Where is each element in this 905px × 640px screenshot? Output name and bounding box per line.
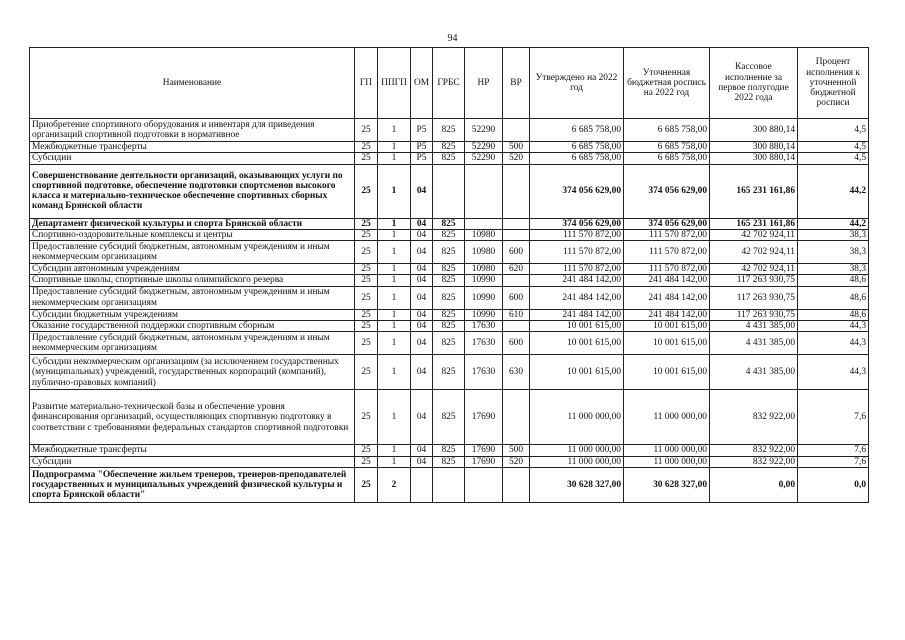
header-grbs: ГРБС bbox=[433, 48, 465, 119]
header-ppgp: ППГП bbox=[378, 48, 411, 119]
cell-approved: 111 570 872,00 bbox=[530, 229, 624, 240]
page-number: 94 bbox=[447, 33, 458, 44]
cell-name: Субсидии bbox=[30, 153, 355, 164]
cell-name: Подпрограмма "Обеспечение жильем тренеров, тренеров-преподавателей государственных и муниципальных учреждений физической культуры и спорта Брянской области" bbox=[30, 467, 355, 502]
cell-cash: 300 880,14 bbox=[710, 119, 798, 142]
cell-approved: 30 628 327,00 bbox=[530, 467, 624, 502]
cell-grbs: 825 bbox=[433, 241, 465, 264]
cell-grbs bbox=[433, 467, 465, 502]
cell-om: 04 bbox=[411, 286, 433, 309]
cell-refined: 10 001 615,00 bbox=[624, 321, 710, 332]
cell-name: Спортивные школы, спортивные школы олимпийского резерва bbox=[30, 275, 355, 286]
cell-approved: 10 001 615,00 bbox=[530, 332, 624, 355]
header-name: Наименование bbox=[30, 48, 355, 119]
table-row bbox=[30, 119, 869, 142]
cell-approved: 241 484 142,00 bbox=[530, 286, 624, 309]
cell-cash: 832 922,00 bbox=[710, 456, 798, 467]
cell-vr: 520 bbox=[503, 456, 530, 467]
cell-refined: 30 628 327,00 bbox=[624, 467, 710, 502]
table-header bbox=[30, 48, 869, 119]
cell-gp: 25 bbox=[355, 332, 378, 355]
table-row bbox=[30, 164, 869, 218]
table-row bbox=[30, 142, 869, 153]
header-om: ОМ bbox=[411, 48, 433, 119]
cell-np: 17690 bbox=[465, 445, 503, 456]
cell-np bbox=[465, 164, 503, 218]
cell-om: 04 bbox=[411, 164, 433, 218]
cell-grbs: 825 bbox=[433, 218, 465, 229]
cell-np: 10980 bbox=[465, 264, 503, 275]
cell-gp: 25 bbox=[355, 218, 378, 229]
cell-np: 17630 bbox=[465, 355, 503, 390]
budget-execution-table bbox=[29, 47, 869, 503]
cell-vr bbox=[503, 218, 530, 229]
cell-name: Развитие материально-технической базы и обеспечение уровня финансирования организаций, осуществляющих спортивную подготовку в соответствии с требованиями федеральных стандартов спортивной подготовки bbox=[30, 390, 355, 445]
cell-ppgp: 1 bbox=[378, 275, 411, 286]
cell-vr: 500 bbox=[503, 142, 530, 153]
cell-grbs: 825 bbox=[433, 286, 465, 309]
cell-om: 04 bbox=[411, 218, 433, 229]
cell-percent: 4,5 bbox=[798, 153, 869, 164]
header-vr: ВР bbox=[503, 48, 530, 119]
cell-gp: 25 bbox=[355, 119, 378, 142]
cell-ppgp: 1 bbox=[378, 309, 411, 320]
cell-ppgp: 1 bbox=[378, 390, 411, 445]
cell-gp: 25 bbox=[355, 309, 378, 320]
cell-refined: 374 056 629,00 bbox=[624, 164, 710, 218]
cell-gp: 25 bbox=[355, 286, 378, 309]
cell-ppgp: 1 bbox=[378, 142, 411, 153]
cell-grbs: 825 bbox=[433, 445, 465, 456]
cell-vr: 610 bbox=[503, 309, 530, 320]
cell-vr bbox=[503, 164, 530, 218]
cell-percent: 44,2 bbox=[798, 218, 869, 229]
header-percent: Процент исполнения к уточненной бюджетной росписи bbox=[798, 48, 869, 119]
cell-grbs: 825 bbox=[433, 321, 465, 332]
cell-vr: 620 bbox=[503, 264, 530, 275]
cell-vr: 600 bbox=[503, 286, 530, 309]
cell-refined: 241 484 142,00 bbox=[624, 286, 710, 309]
cell-cash: 4 431 385,00 bbox=[710, 332, 798, 355]
cell-vr: 500 bbox=[503, 445, 530, 456]
cell-ppgp: 1 bbox=[378, 456, 411, 467]
cell-percent: 4,5 bbox=[798, 142, 869, 153]
cell-name: Субсидии некоммерческим организациям (за исключением государственных (муниципальных) учреждений, государственных корпораций (компаний), публично-правовых компаний) bbox=[30, 355, 355, 390]
cell-grbs: 825 bbox=[433, 275, 465, 286]
cell-np: 10980 bbox=[465, 229, 503, 240]
cell-name: Совершенствование деятельности организаций, оказывающих услуги по спортивной подготовке, обеспечение подготовки спортсменов высокого класса и материально-техническое обеспечение спортивных сборных команд Брянской области bbox=[30, 164, 355, 218]
cell-ppgp: 1 bbox=[378, 229, 411, 240]
table-row bbox=[30, 241, 869, 264]
header-approved: Утверждено на 2022 год bbox=[530, 48, 624, 119]
cell-approved: 6 685 758,00 bbox=[530, 142, 624, 153]
cell-percent: 38,3 bbox=[798, 229, 869, 240]
cell-np: 10990 bbox=[465, 286, 503, 309]
cell-gp: 25 bbox=[355, 456, 378, 467]
cell-name: Субсидии автономным учреждениям bbox=[30, 264, 355, 275]
table-row bbox=[30, 445, 869, 456]
cell-gp: 25 bbox=[355, 164, 378, 218]
cell-ppgp: 1 bbox=[378, 286, 411, 309]
cell-name: Предоставление субсидий бюджетным, автономным учреждениям и иным некоммерческим организациям bbox=[30, 241, 355, 264]
cell-ppgp: 1 bbox=[378, 332, 411, 355]
cell-approved: 6 685 758,00 bbox=[530, 119, 624, 142]
cell-ppgp: 1 bbox=[378, 241, 411, 264]
table-body bbox=[30, 119, 869, 503]
cell-ppgp: 1 bbox=[378, 355, 411, 390]
cell-vr bbox=[503, 119, 530, 142]
cell-grbs: 825 bbox=[433, 456, 465, 467]
cell-cash: 300 880,14 bbox=[710, 153, 798, 164]
cell-ppgp: 1 bbox=[378, 164, 411, 218]
cell-refined: 6 685 758,00 bbox=[624, 153, 710, 164]
cell-cash: 117 263 930,75 bbox=[710, 309, 798, 320]
cell-grbs: 825 bbox=[433, 142, 465, 153]
cell-vr: 600 bbox=[503, 241, 530, 264]
cell-gp: 25 bbox=[355, 321, 378, 332]
cell-om bbox=[411, 467, 433, 502]
cell-percent: 38,3 bbox=[798, 264, 869, 275]
cell-om: P5 bbox=[411, 153, 433, 164]
cell-gp: 25 bbox=[355, 355, 378, 390]
cell-om: 04 bbox=[411, 332, 433, 355]
cell-approved: 111 570 872,00 bbox=[530, 241, 624, 264]
cell-gp: 25 bbox=[355, 467, 378, 502]
cell-vr bbox=[503, 467, 530, 502]
cell-name: Департамент физической культуры и спорта Брянской области bbox=[30, 218, 355, 229]
table-row bbox=[30, 332, 869, 355]
header-np: НР bbox=[465, 48, 503, 119]
cell-name: Межбюджетные трансферты bbox=[30, 142, 355, 153]
table-row bbox=[30, 218, 869, 229]
cell-vr bbox=[503, 229, 530, 240]
cell-name: Приобретение спортивного оборудования и инвентаря для приведения организаций спортивной подготовки в нормативное bbox=[30, 119, 355, 142]
cell-approved: 11 000 000,00 bbox=[530, 390, 624, 445]
cell-grbs: 825 bbox=[433, 355, 465, 390]
cell-gp: 25 bbox=[355, 241, 378, 264]
cell-refined: 11 000 000,00 bbox=[624, 456, 710, 467]
cell-om: 04 bbox=[411, 321, 433, 332]
cell-percent: 48,6 bbox=[798, 309, 869, 320]
cell-grbs: 825 bbox=[433, 119, 465, 142]
table-row bbox=[30, 286, 869, 309]
cell-gp: 25 bbox=[355, 229, 378, 240]
cell-refined: 111 570 872,00 bbox=[624, 229, 710, 240]
cell-cash: 832 922,00 bbox=[710, 390, 798, 445]
cell-refined: 6 685 758,00 bbox=[624, 119, 710, 142]
table-row bbox=[30, 264, 869, 275]
cell-approved: 11 000 000,00 bbox=[530, 445, 624, 456]
cell-ppgp: 1 bbox=[378, 218, 411, 229]
cell-grbs: 825 bbox=[433, 264, 465, 275]
cell-vr: 630 bbox=[503, 355, 530, 390]
cell-percent: 44,3 bbox=[798, 355, 869, 390]
cell-ppgp: 1 bbox=[378, 264, 411, 275]
cell-gp: 25 bbox=[355, 142, 378, 153]
cell-om: 04 bbox=[411, 390, 433, 445]
cell-vr: 600 bbox=[503, 332, 530, 355]
cell-np: 10990 bbox=[465, 309, 503, 320]
cell-vr: 520 bbox=[503, 153, 530, 164]
cell-percent: 38,3 bbox=[798, 241, 869, 264]
cell-grbs: 825 bbox=[433, 332, 465, 355]
table-row bbox=[30, 456, 869, 467]
cell-name: Субсидии бюджетным учреждениям bbox=[30, 309, 355, 320]
cell-cash: 0,00 bbox=[710, 467, 798, 502]
cell-om: 04 bbox=[411, 229, 433, 240]
table-row bbox=[30, 355, 869, 390]
cell-cash: 42 702 924,11 bbox=[710, 241, 798, 264]
cell-np: 10990 bbox=[465, 275, 503, 286]
cell-percent: 4,5 bbox=[798, 119, 869, 142]
cell-refined: 11 000 000,00 bbox=[624, 390, 710, 445]
cell-gp: 25 bbox=[355, 390, 378, 445]
cell-grbs: 825 bbox=[433, 309, 465, 320]
cell-cash: 4 431 385,00 bbox=[710, 321, 798, 332]
cell-percent: 44,3 bbox=[798, 321, 869, 332]
cell-refined: 6 685 758,00 bbox=[624, 142, 710, 153]
table-row bbox=[30, 467, 869, 502]
cell-np: 17690 bbox=[465, 390, 503, 445]
cell-gp: 25 bbox=[355, 264, 378, 275]
cell-percent: 0,0 bbox=[798, 467, 869, 502]
cell-np: 10980 bbox=[465, 241, 503, 264]
cell-refined: 374 056 629,00 bbox=[624, 218, 710, 229]
cell-ppgp: 1 bbox=[378, 119, 411, 142]
cell-refined: 10 001 615,00 bbox=[624, 355, 710, 390]
cell-approved: 241 484 142,00 bbox=[530, 309, 624, 320]
table-row bbox=[30, 390, 869, 445]
cell-approved: 11 000 000,00 bbox=[530, 456, 624, 467]
cell-np: 52290 bbox=[465, 119, 503, 142]
cell-ppgp: 1 bbox=[378, 321, 411, 332]
cell-refined: 111 570 872,00 bbox=[624, 264, 710, 275]
cell-cash: 4 431 385,00 bbox=[710, 355, 798, 390]
cell-refined: 10 001 615,00 bbox=[624, 332, 710, 355]
cell-percent: 44,2 bbox=[798, 164, 869, 218]
cell-cash: 117 263 930,75 bbox=[710, 275, 798, 286]
cell-approved: 6 685 758,00 bbox=[530, 153, 624, 164]
cell-vr bbox=[503, 321, 530, 332]
table-row bbox=[30, 229, 869, 240]
header-cash: Кассовое исполнение за первое полугодие 2022 года bbox=[710, 48, 798, 119]
cell-om: 04 bbox=[411, 241, 433, 264]
header-gp: ГП bbox=[355, 48, 378, 119]
cell-cash: 117 263 930,75 bbox=[710, 286, 798, 309]
cell-percent: 7,6 bbox=[798, 456, 869, 467]
cell-approved: 374 056 629,00 bbox=[530, 218, 624, 229]
cell-np: 17630 bbox=[465, 332, 503, 355]
cell-gp: 25 bbox=[355, 153, 378, 164]
cell-refined: 241 484 142,00 bbox=[624, 275, 710, 286]
table-row bbox=[30, 275, 869, 286]
cell-grbs bbox=[433, 164, 465, 218]
cell-refined: 111 570 872,00 bbox=[624, 241, 710, 264]
cell-om: 04 bbox=[411, 355, 433, 390]
cell-vr bbox=[503, 275, 530, 286]
cell-grbs: 825 bbox=[433, 390, 465, 445]
cell-name: Предоставление субсидий бюджетным, автономным учреждениям и иным некоммерческим организациям bbox=[30, 332, 355, 355]
cell-refined: 11 000 000,00 bbox=[624, 445, 710, 456]
cell-om: 04 bbox=[411, 275, 433, 286]
cell-ppgp: 1 bbox=[378, 445, 411, 456]
cell-cash: 165 231 161,86 bbox=[710, 218, 798, 229]
cell-percent: 48,6 bbox=[798, 275, 869, 286]
cell-percent: 7,6 bbox=[798, 390, 869, 445]
cell-np: 17690 bbox=[465, 456, 503, 467]
cell-approved: 111 570 872,00 bbox=[530, 264, 624, 275]
cell-name: Межбюджетные трансферты bbox=[30, 445, 355, 456]
cell-name: Оказание государственной поддержки спортивным сборным bbox=[30, 321, 355, 332]
cell-np: 52290 bbox=[465, 142, 503, 153]
cell-cash: 42 702 924,11 bbox=[710, 229, 798, 240]
cell-gp: 25 bbox=[355, 445, 378, 456]
cell-approved: 10 001 615,00 bbox=[530, 355, 624, 390]
cell-cash: 165 231 161,86 bbox=[710, 164, 798, 218]
cell-np: 52290 bbox=[465, 153, 503, 164]
table-row bbox=[30, 153, 869, 164]
cell-grbs: 825 bbox=[433, 153, 465, 164]
cell-om: 04 bbox=[411, 309, 433, 320]
cell-gp: 25 bbox=[355, 275, 378, 286]
cell-np: 17630 bbox=[465, 321, 503, 332]
cell-ppgp: 1 bbox=[378, 153, 411, 164]
cell-cash: 832 922,00 bbox=[710, 445, 798, 456]
cell-np bbox=[465, 467, 503, 502]
cell-om: 04 bbox=[411, 264, 433, 275]
cell-om: 04 bbox=[411, 445, 433, 456]
cell-approved: 374 056 629,00 bbox=[530, 164, 624, 218]
cell-name: Субсидии bbox=[30, 456, 355, 467]
cell-percent: 48,6 bbox=[798, 286, 869, 309]
table-row bbox=[30, 321, 869, 332]
cell-percent: 44,3 bbox=[798, 332, 869, 355]
cell-name: Спортивно-оздоровительные комплексы и центры bbox=[30, 229, 355, 240]
cell-np bbox=[465, 218, 503, 229]
cell-om: P5 bbox=[411, 119, 433, 142]
cell-refined: 241 484 142,00 bbox=[624, 309, 710, 320]
table-row bbox=[30, 309, 869, 320]
cell-name: Предоставление субсидий бюджетным, автономным учреждениям и иным некоммерческим организациям bbox=[30, 286, 355, 309]
cell-approved: 10 001 615,00 bbox=[530, 321, 624, 332]
cell-percent: 7,6 bbox=[798, 445, 869, 456]
cell-ppgp: 2 bbox=[378, 467, 411, 502]
cell-om: P5 bbox=[411, 142, 433, 153]
cell-approved: 241 484 142,00 bbox=[530, 275, 624, 286]
cell-cash: 300 880,14 bbox=[710, 142, 798, 153]
header-refined: Уточненная бюджетная роспись на 2022 год bbox=[624, 48, 710, 119]
cell-vr bbox=[503, 390, 530, 445]
cell-cash: 42 702 924,11 bbox=[710, 264, 798, 275]
cell-grbs: 825 bbox=[433, 229, 465, 240]
cell-om: 04 bbox=[411, 456, 433, 467]
